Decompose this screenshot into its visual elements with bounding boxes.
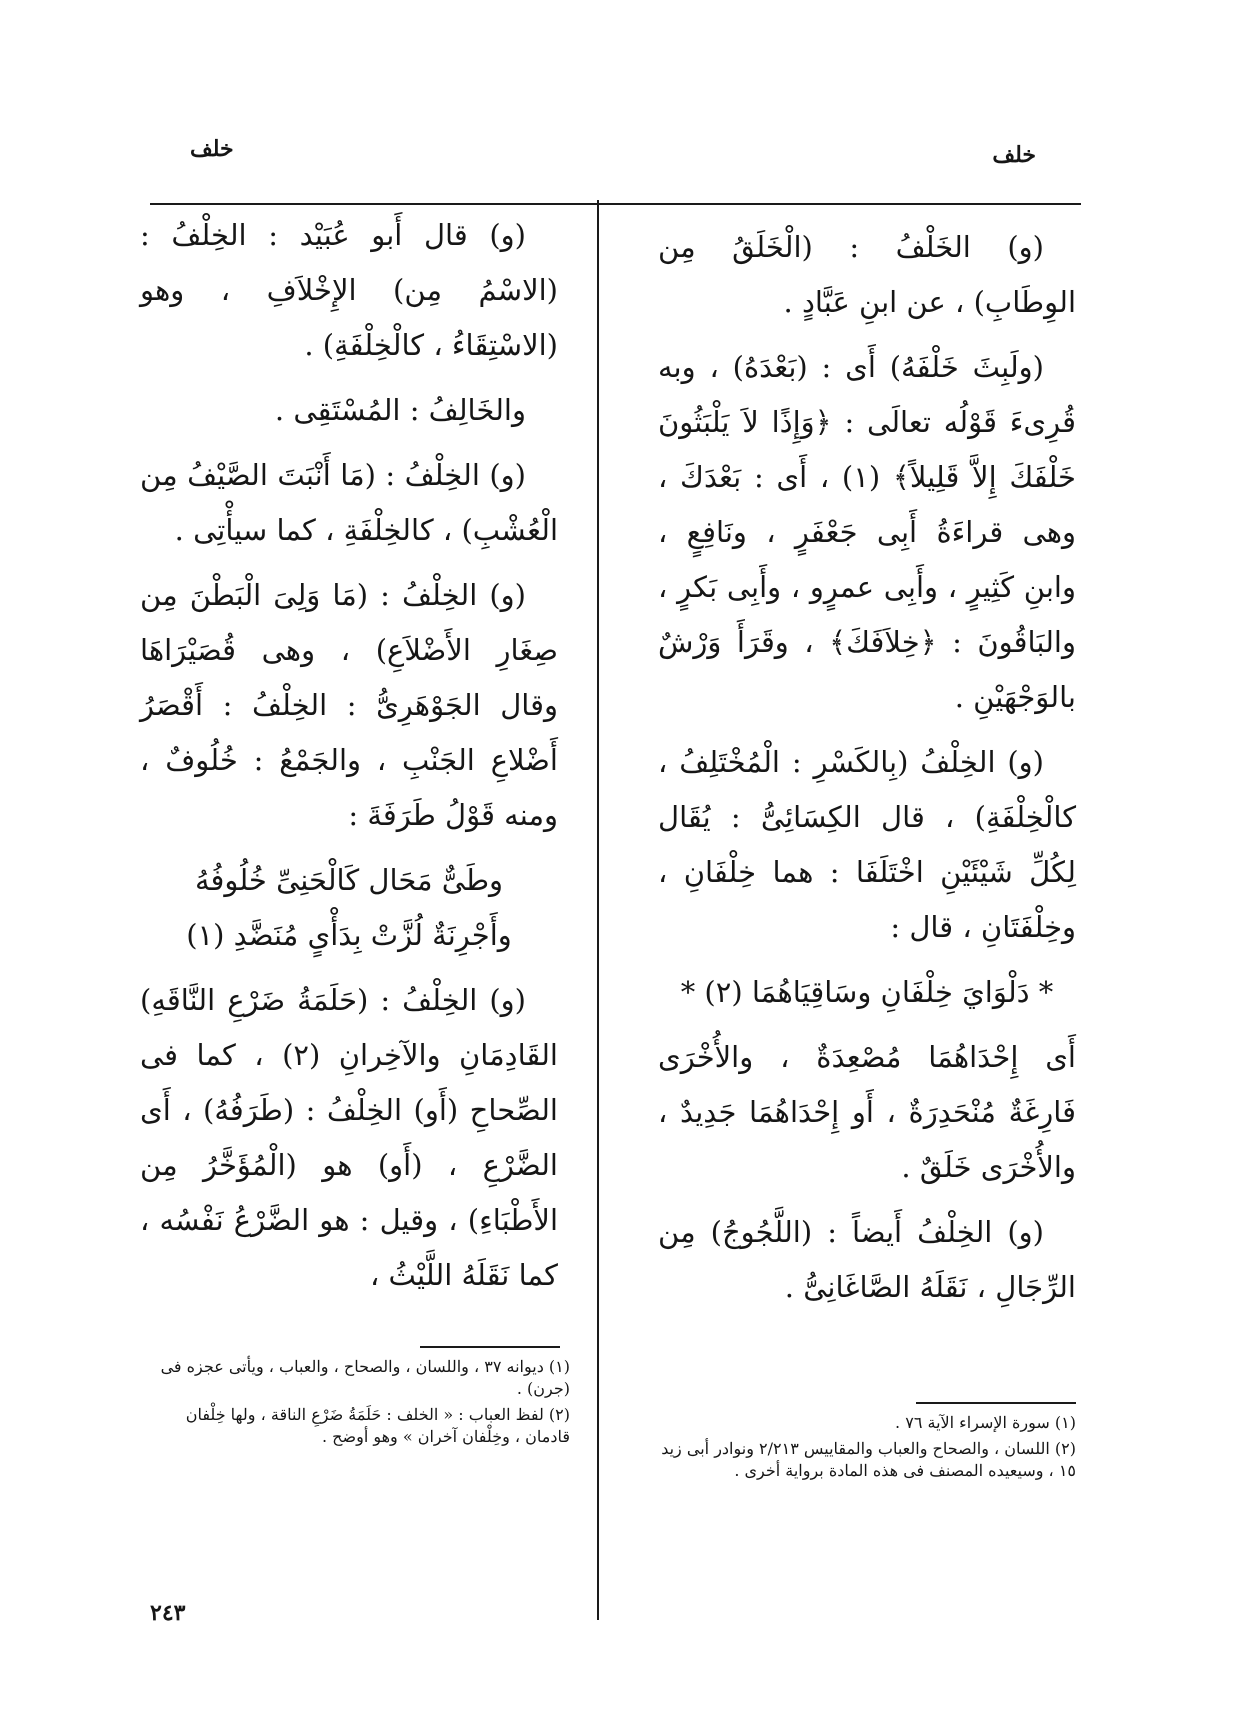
left-paragraph-3: (و) الخِلْفُ : (مَا أَنْبَتَ الصَّيْفُ مِن الْعُشْبِ) ، كالخِلْفَةِ ، كما سيأْتِى .	[140, 458, 558, 547]
footnotes-left	[140, 1356, 570, 1452]
left-verse-line-2: وأَجْرِنَةٌ لُزَّتْ بِدَأْىٍ مُنَضَّدِ (١)	[186, 918, 512, 952]
right-paragraph-2: (ولَبِثَ خَلْفَهُ) أَى : (بَعْدَهُ) ، وبه قُرِىءَ قَوْلُه تعالَى : ﴿وَإِذًا لاَ يَلْبَثُونَ خَلْفَكَ إِلاَّ قَلِيلاً﴾ (١) ، أَى : بَعْدَكَ ، وهى قراءَةُ أَبِى جَعْفَرٍ ، ونَافِعٍ ، وابنِ كَثِيرٍ ، وأَبِى عمرٍو ، وأَبِى بَكرٍ ، والبَاقُونَ : ﴿خِلاَفَكَ﴾ ، وقَرَأَ وَرْشٌ بالوَجْهَيْنِ .	[658, 350, 1076, 714]
footnote-rule-left	[420, 1346, 560, 1348]
left-paragraph-1: (و) قال أَبو عُبَيْد : الخِلْفُ : (الاسْمُ مِن) الإِخْلاَفِ ، وهو (الاسْتِقَاءُ ، كالْخِلْفَةِ) .	[140, 218, 558, 362]
right-paragraph-5: (و) الخِلْفُ أَيضاً : (اللَّجُوجُ) مِن الرِّجَالِ ، نَقَلَهُ الصَّاغَانِىُّ .	[658, 1215, 1076, 1304]
running-header-left: خلف	[190, 136, 234, 162]
right-paragraph-1: (و) الخَلْفُ : (الْخَلَقُ مِن الوِطَابِ) ، عن ابنِ عَبَّادٍ .	[658, 230, 1076, 319]
footnote-left-1: (١) ديوانه ٣٧ ، واللسان ، والصحاح ، والعباب ، ويأتى عجزه فى (جرن) .	[160, 1357, 570, 1398]
footnote-rule-right	[916, 1402, 1076, 1404]
column-divider	[597, 200, 599, 1620]
page-number: ٢٤٣	[150, 1600, 186, 1626]
right-column	[658, 220, 1076, 1325]
footnote-right-1: (١) سورة الإسراء الآية ٧٦ .	[895, 1413, 1076, 1432]
header-rule	[150, 203, 1081, 205]
footnote-left-2: (٢) لفظ العباب : « الخلف : حَلَمَةُ ضَرْعِ الناقة ، ولها خِلْفان قادمان ، وخِلْفان آخران » وهو أوضح .	[185, 1405, 570, 1446]
right-paragraph-4: أَى إِحْدَاهُمَا مُصْعِدَةٌ ، والأُخْرَى فَارِغَةٌ مُنْحَدِرَةٌ ، أَو إِحْدَاهُمَا جَدِيدٌ ، والأُخْرَى خَلَقٌ .	[658, 1040, 1076, 1184]
footnote-right-2: (٢) اللسان ، والصحاح والعباب والمقاييس ٢/٢١٣ ونوادر أبى زيد ١٥ ، وسيعيده المصنف فى هذه المادة برواية أخرى .	[661, 1439, 1076, 1480]
running-header-right: خلف	[992, 142, 1036, 168]
left-paragraph-5: (و) الخِلْفُ : (حَلَمَةُ ضَرْعِ النَّاقَهِ) القَادِمَانِ والآخِرانِ (٢) ، كما فى الصِّحاحِ (أَو) الخِلْفُ : (طَرَفُهُ) ، أَى الضَّرْعِ ، (أَو) هو (الْمُؤَخَّرُ مِن الأَطْبَاءِ) ، وقيل : هو الضَّرْعُ نَفْسُه ، كما نَقَلَهُ اللَّيْثُ ،	[140, 983, 558, 1292]
left-column	[140, 208, 558, 1313]
left-verse-line-1: وطَىٌّ مَحَال كَالْحَنِىِّ خُلُوفُهُ	[194, 863, 504, 897]
left-paragraph-4: (و) الخِلْفُ : (مَا وَلِىَ الْبَطْنَ مِن صِغَارِ الأَضْلاَعِ) ، وهى قُصَيْرَاهَا وقال الجَوْهَرِىُّ : الخِلْفُ : أَقْصَرُ أَضْلاعِ الجَنْبِ ، والجَمْعُ : خُلُوفٌ ، ومنه قَوْلُ طَرَفَةَ :	[140, 578, 558, 832]
right-verse: * دَلْوَايَ خِلْفَانِ وسَاقِيَاهُمَا (٢) *	[680, 975, 1054, 1009]
left-verse	[140, 853, 558, 963]
right-paragraph-3: (و) الخِلْفُ (بِالكَسْرِ : الْمُخْتَلِفُ ، كالْخِلْفَةِ) ، قال الكِسَائِىُّ : يُقَال لِكُلِّ شَيْئَيْنِ اخْتَلَفَا : هما خِلْفَانِ ، وخِلْفَتَانِ ، قال :	[658, 745, 1076, 944]
left-paragraph-2: والخَالِفُ : المُسْتَقِى .	[274, 393, 526, 427]
footnotes-right	[656, 1412, 1076, 1486]
